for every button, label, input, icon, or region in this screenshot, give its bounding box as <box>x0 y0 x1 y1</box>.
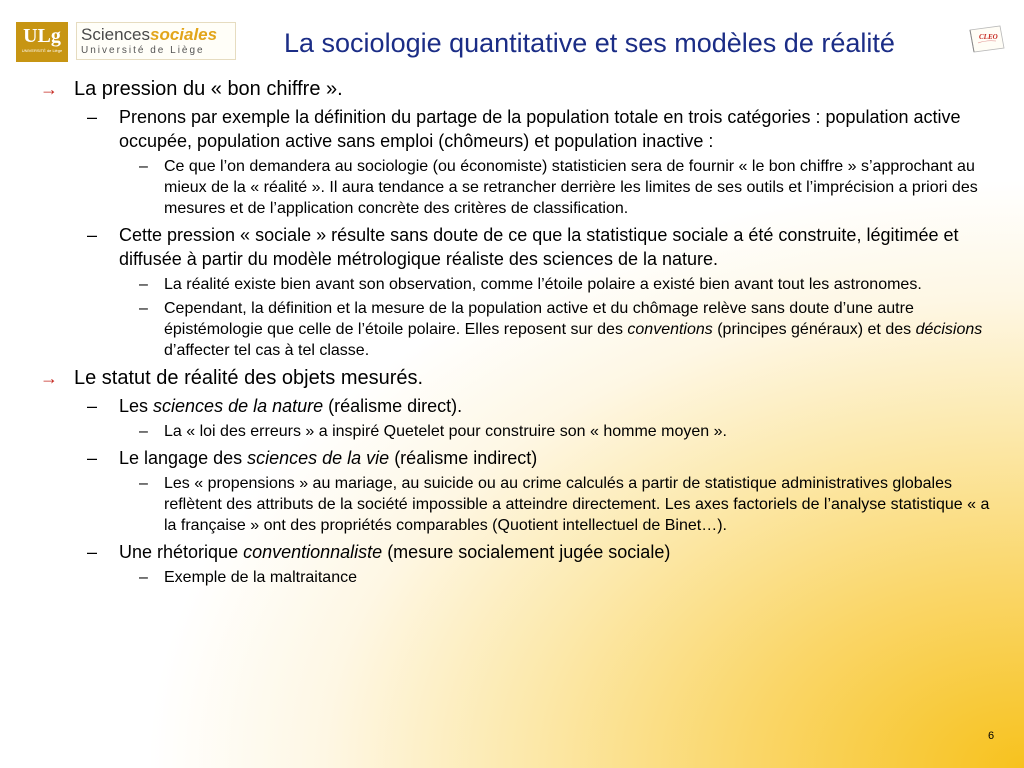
bullet-pression-sociale: – Cette pression « sociale » résulte sans doute de ce que la statistique sociale a été construite, légitimée et diffusée à partir du modèle métrologique réaliste des sciences de la nature. <box>87 225 959 269</box>
slide-title: La sociologie quantitative et ses modèles de réalité <box>284 28 895 58</box>
bullet-conventions-decisions: – Cependant, la définition et la mesure de la population active et du chômage relève sans doute d’une autre épistémologie que celle de l’étoile polaire. Elles reposent sur des conventions (principes généraux) et des décisions d’affecter tel cas à tel classe. <box>139 300 983 359</box>
svg-text:CLEO: CLEO <box>979 33 998 41</box>
bullet-sciences-nature: – Les sciences de la nature (réalisme direct). <box>87 396 463 416</box>
arrow-bullet-icon: → <box>40 79 58 99</box>
dash-bullet-icon: – <box>139 158 148 175</box>
dash-bullet-icon: – <box>139 475 148 492</box>
dash-bullet-icon: – <box>87 542 98 562</box>
bullet-etoile-polaire: – La réalité existe bien avant son observation, comme l’étoile polaire a existé bien avant tout les astronomes. <box>139 276 922 293</box>
bullet-maltraitance: – Exemple de la maltraitance <box>139 569 357 586</box>
dash-bullet-icon: – <box>139 423 148 440</box>
bullet-sciences-vie: – Le langage des sciences de la vie (réalisme indirect) <box>87 448 538 468</box>
bullet-statut-realite: → Le statut de réalité des objets mesurés. <box>40 367 424 389</box>
cleo-logo <box>966 22 1010 56</box>
page-number: 6 <box>988 730 995 742</box>
dash-bullet-icon: – <box>87 448 98 468</box>
slide-content <box>40 72 990 588</box>
dash-bullet-icon: – <box>139 569 148 586</box>
bullet-bon-chiffre-statisticien: – Ce que l’on demandera au sociologie (ou économiste) statisticien sera de fournir « le bon chiffre » s’approchant au mieux de la « réalité ». Il aura tendance a se retrancher derrière les limites de ses outils et l’imprécision a priori des mesures et de l’application concrète des critères de classification. <box>139 158 978 217</box>
bullet-rhetorique: – Une rhétorique conventionnaliste (mesure socialement jugée sociale) <box>87 542 671 562</box>
bullet-loi-erreurs: – La « loi des erreurs » a inspiré Quetelet pour construire son « homme moyen ». <box>139 423 727 440</box>
slide-header <box>0 0 1024 72</box>
arrow-bullet-icon: → <box>40 368 58 388</box>
sciences-sociales-logo: Sciencessociales Université de Liège <box>76 22 236 60</box>
dash-bullet-icon: – <box>87 225 98 245</box>
bullet-definition-partage: – Prenons par exemple la définition du partage de la population totale en trois catégories : population active occupée, population active sans emploi (chômeurs) et population inactive : <box>87 107 961 151</box>
dash-bullet-icon: – <box>87 107 98 127</box>
bullet-bon-chiffre: → La pression du « bon chiffre ». <box>40 78 343 100</box>
dash-bullet-icon: – <box>139 276 148 293</box>
bullet-propensions: – Les « propensions » au mariage, au suicide ou au crime calculés a partir de statistique administratives globales reflètent des attributs de la société impossible a atteindre directement. Les axes factoriels de l’analyse statistique « a la française » ont des propriétés comparables (Quotient intellectuel de Binet…). <box>139 475 990 534</box>
dash-bullet-icon: – <box>139 300 148 317</box>
ulg-logo: ULg UNIVERSITÉ de Liège <box>16 22 68 62</box>
dash-bullet-icon: – <box>87 396 98 416</box>
